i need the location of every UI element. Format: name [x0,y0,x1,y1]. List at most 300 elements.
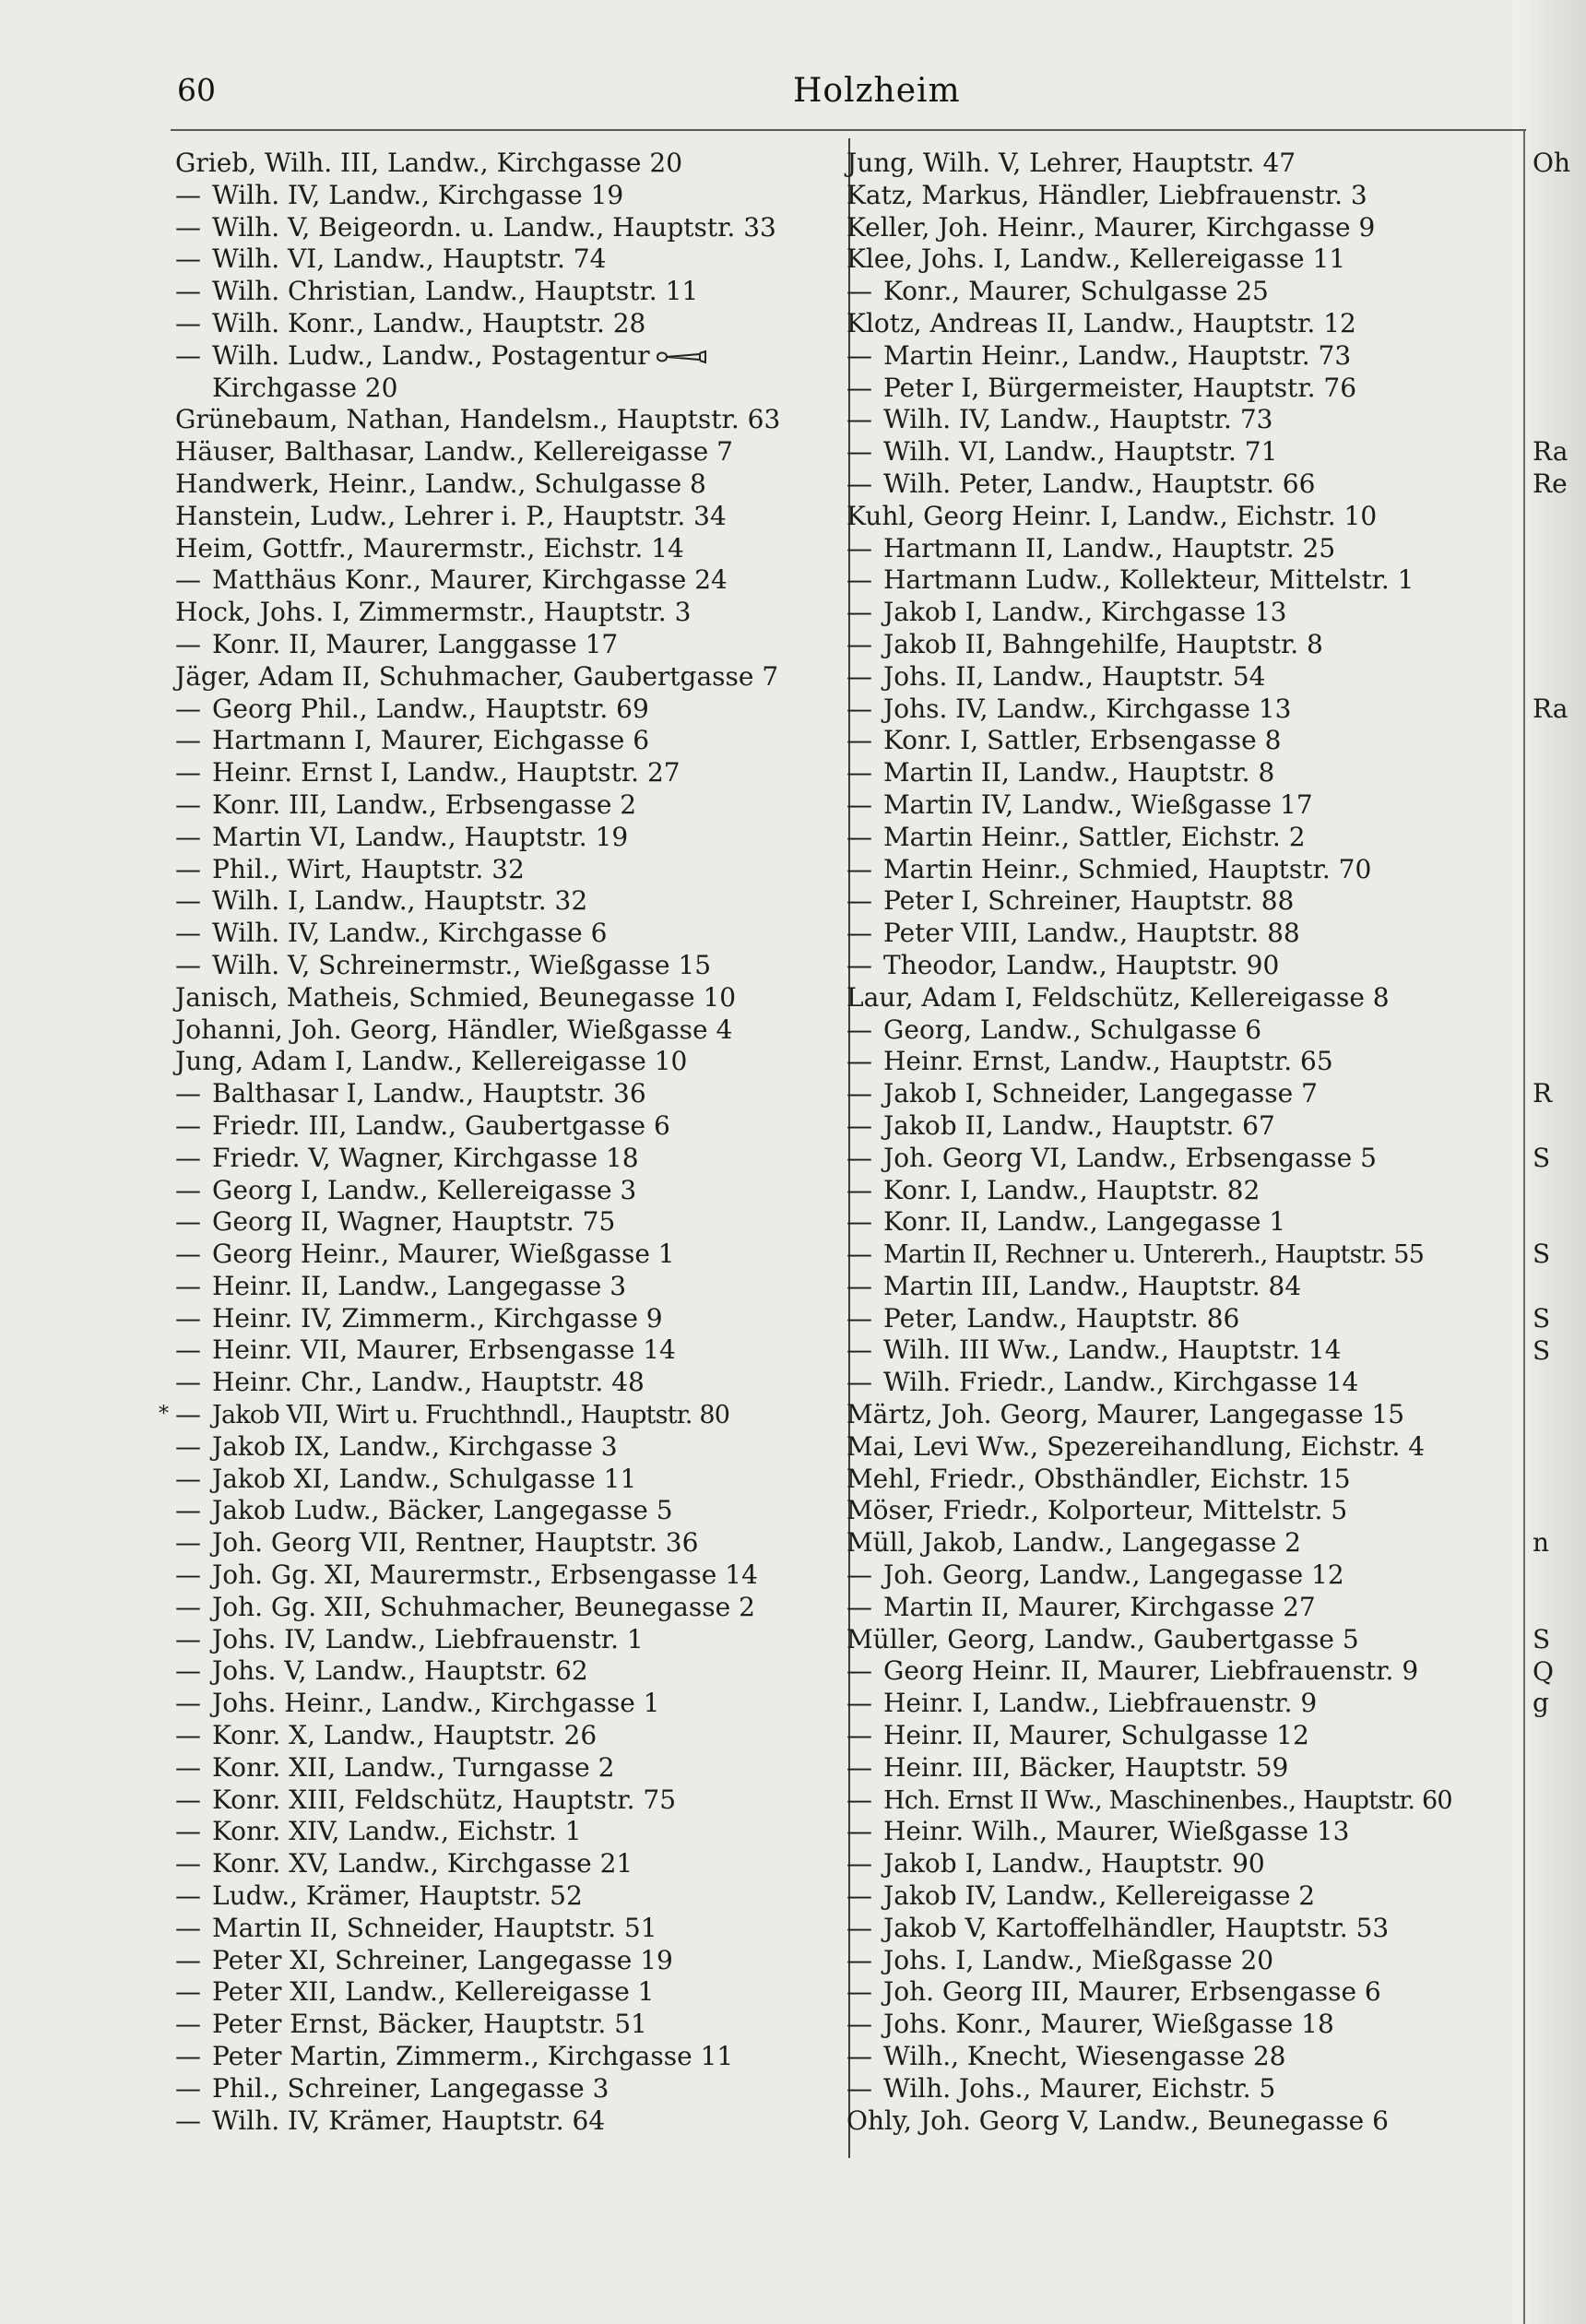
adjacent-page-fragment: S [1533,1239,1551,1270]
ditto-dash: — [175,1976,201,2008]
directory-entry [846,1175,1510,1207]
adjacent-page-fragment: g [1533,1688,1549,1719]
ditto-dash: — [846,918,872,949]
directory-entry [846,661,1510,694]
ditto-dash: — [846,1046,872,1077]
entry-text: Konr. XIII, Feldschütz, Hauptstr. 75 [212,1784,677,1815]
entry-text: Wilh. Friedr., Landw., Kirchgasse 14 [883,1367,1359,1398]
entry-text: Martin Heinr., Schmied, Hauptstr. 70 [883,853,1372,884]
directory-entry [846,822,1510,854]
entry-text: Konr. XIV, Landw., Eichstr. 1 [212,1816,582,1847]
ditto-dash: — [175,757,201,788]
entry-text: Johs. II, Landw., Hauptstr. 54 [883,660,1266,692]
adjacent-page-fragment: Oh [1533,148,1570,178]
ditto-dash: — [175,821,201,852]
ditto-dash: — [175,211,201,243]
directory-entry [846,276,1510,308]
ditto-dash: — [846,660,872,692]
entry-text: Martin II, Landw., Hauptstr. 8 [883,757,1275,788]
entry-text: Johs. Konr., Maurer, Wießgasse 18 [883,2009,1334,2040]
entry-text: Katz, Markus, Händler, Liebfrauenstr. 3 [846,179,1367,210]
entry-text: Jakob IV, Landw., Kellereigasse 2 [883,1880,1316,1912]
directory-entry [175,1688,839,1720]
entry-text: Ohly, Joh. Georg V, Landw., Beunegasse 6 [846,2105,1389,2136]
ditto-dash: — [175,1527,201,1559]
directory-entry [175,2105,839,2138]
directory-entry [175,822,839,854]
ditto-dash: — [175,1334,201,1366]
entry-text: Heinr. VII, Maurer, Erbsengasse 14 [212,1334,676,1366]
entry-text: Heinr. II, Maurer, Schulgasse 12 [883,1720,1309,1751]
entry-text: Konr. XII, Landw., Turngasse 2 [212,1751,615,1783]
entry-text: Ludw., Krämer, Hauptstr. 52 [212,1880,583,1912]
directory-entry [846,1367,1510,1399]
running-title: Holzheim [793,72,961,110]
directory-entry [175,789,839,822]
ditto-dash: — [846,1174,872,1205]
entry-text: Peter I, Schreiner, Hauptstr. 88 [883,885,1295,917]
directory-entry [175,950,839,982]
adjacent-page-fragment: S [1533,1142,1551,1173]
entry-text: Johs. IV, Landw., Kirchgasse 13 [883,693,1292,724]
directory-entry [846,2073,1510,2105]
ditto-dash: — [175,1655,201,1687]
entry-text: Grieb, Wilh. III, Landw., Kirchgasse 20 [175,148,683,178]
directory-entry [175,2009,839,2041]
entry-text: Kirchgasse 20 [212,372,398,403]
adjacent-page-rule [1523,129,1525,2324]
entry-text: Kuhl, Georg Heinr. I, Landw., Eichstr. 10 [846,500,1378,531]
ditto-dash: — [846,1142,872,1173]
entry-text: Joh. Georg III, Maurer, Erbsengasse 6 [883,1976,1381,2008]
directory-entry [175,1464,839,1496]
entry-text: Jakob IX, Landw., Kirchgasse 3 [212,1430,618,1462]
entry-text: Jakob XI, Landw., Schulgasse 11 [212,1463,637,1494]
entry-text: Klotz, Andreas II, Landw., Hauptstr. 12 [846,307,1356,338]
entry-text: Phil., Wirt, Hauptstr. 32 [212,853,525,884]
ditto-dash: — [175,1912,201,1943]
entry-text: Georg Phil., Landw., Hauptstr. 69 [212,693,649,724]
ditto-dash: — [846,1109,872,1141]
ditto-dash: — [846,2009,872,2040]
ditto-dash: — [175,1367,201,1398]
directory-entry [175,1431,839,1464]
directory-entry [175,276,839,308]
entry-text: Balthasar I, Landw., Hauptstr. 36 [212,1078,646,1109]
entry-text: Martin Heinr., Sattler, Eichstr. 2 [883,821,1306,852]
adjacent-page-fragment: n [1533,1527,1550,1559]
ditto-dash: — [846,1751,872,1783]
directory-entry [846,1334,1510,1367]
ditto-dash: — [175,949,201,980]
directory-entry [175,1816,839,1848]
entry-text: Jung, Wilh. V, Lehrer, Hauptstr. 47 [846,148,1296,178]
entry-text: Johs. V, Landw., Hauptstr. 62 [212,1655,588,1687]
adjacent-page-fragment: S [1533,1334,1551,1366]
entry-text: Handwerk, Heinr., Landw., Schulgasse 8 [175,468,706,499]
entry-text: Peter XII, Landw., Kellereigasse 1 [212,1976,655,2008]
entry-text: Martin II, Rechner u. Untererh., Hauptstr. 55 [883,1240,1425,1270]
entry-text: Konr. I, Sattler, Erbsengasse 8 [883,725,1282,756]
entry-text: Keller, Joh. Heinr., Maurer, Kirchgasse 9 [846,211,1376,243]
directory-entry [846,468,1510,501]
ditto-dash: — [175,1784,201,1815]
entry-text: Wilh. Christian, Landw., Hauptstr. 11 [212,276,699,307]
ditto-dash: — [175,1174,201,1205]
entry-text: Hartmann II, Landw., Hauptstr. 25 [883,532,1336,563]
directory-entry [175,1655,839,1688]
directory-entry [175,885,839,918]
directory-entry [175,1880,839,1913]
directory-entry [175,982,839,1014]
entry-text: Wilh. Ludw., Landw., Postagentur [212,339,650,371]
entry-text: Müller, Georg, Landw., Gaubertgasse 5 [846,1623,1359,1654]
ditto-dash: — [175,1816,201,1847]
directory-entry [175,1334,839,1367]
directory-entry [846,1913,1510,1945]
entry-text: Wilh. VI, Landw., Hauptstr. 74 [212,243,607,275]
entry-text: Häuser, Balthasar, Landw., Kellereigasse 7 [175,436,733,468]
entry-text: Jakob I, Landw., Hauptstr. 90 [883,1848,1265,1879]
entry-text: Martin Heinr., Landw., Hauptstr. 73 [883,339,1352,371]
directory-entry [175,1559,839,1592]
directory-entry [846,1752,1510,1784]
entry-text: Joh. Gg. XI, Maurermstr., Erbsengasse 14 [212,1559,758,1591]
ditto-dash: — [846,1559,872,1591]
ditto-dash: — [846,1302,872,1334]
ditto-dash: — [175,1270,201,1301]
directory-entry [175,694,839,726]
directory-entry [175,180,839,212]
entry-text: Johanni, Joh. Georg, Händler, Wießgasse 4 [175,1014,733,1045]
directory-entry [846,1399,1510,1431]
entry-text: Jakob Ludw., Bäcker, Langegasse 5 [212,1495,673,1526]
directory-entry [175,148,839,180]
directory-entry [175,1110,839,1143]
directory-entry [846,1143,1510,1175]
ditto-dash: — [175,1751,201,1783]
ditto-dash: — [846,2072,872,2104]
entry-text: Heinr. Wilh., Maurer, Wießgasse 13 [883,1816,1350,1847]
directory-entry [846,757,1510,789]
entry-text: Peter VIII, Landw., Hauptstr. 88 [883,918,1300,949]
directory-entry [846,533,1510,565]
directory-entry [846,885,1510,918]
directory-entry [846,950,1510,982]
entry-text: Konr. II, Maurer, Langgasse 17 [212,628,619,659]
ditto-dash: — [175,853,201,884]
ditto-dash: — [175,1206,201,1238]
ditto-dash: — [846,436,872,468]
directory-entry [846,340,1510,373]
directory-entry [846,1495,1510,1527]
ditto-dash: — [175,1078,201,1109]
adjacent-page-fragment: R [1533,1078,1553,1109]
directory-entry [846,982,1510,1014]
post-horn-icon [654,349,709,365]
ditto-dash: — [846,1655,872,1687]
entry-text: Johs. IV, Landw., Liebfrauenstr. 1 [212,1623,644,1654]
entry-text: Müll, Jakob, Landw., Langegasse 2 [846,1527,1301,1559]
ditto-dash: — [846,532,872,563]
directory-entry [175,1271,839,1303]
entry-text: Möser, Friedr., Kolporteur, Mittelstr. 5 [846,1495,1348,1526]
entry-text: Wilh. Konr., Landw., Hauptstr. 28 [212,307,646,338]
entry-text: Jakob V, Kartoffelhändler, Hauptstr. 53 [883,1912,1390,1943]
directory-entry [175,1720,839,1752]
entry-text: Konr. II, Landw., Langegasse 1 [883,1206,1286,1238]
directory-entry [846,918,1510,950]
entry-text: Johs. I, Landw., Mießgasse 20 [883,1944,1274,1975]
entry-text: Martin II, Schneider, Hauptstr. 51 [212,1912,657,1943]
asterisk-mark: * [159,1403,169,1427]
ditto-dash: — [846,1078,872,1109]
directory-entry [846,1464,1510,1496]
directory-entry [159,1399,839,1431]
ditto-dash: — [175,1623,201,1654]
entry-text: Joh. Gg. XII, Schuhmacher, Beunegasse 2 [212,1591,755,1622]
directory-entry [175,1913,839,1945]
right-column [846,148,1510,2137]
ditto-dash: — [846,564,872,596]
entry-text: Jakob I, Landw., Kirchgasse 13 [883,597,1287,628]
entry-text: Konr. XV, Landw., Kirchgasse 21 [212,1848,633,1879]
ditto-dash: — [175,918,201,949]
entry-text: Heinr. Ernst, Landw., Hauptstr. 65 [883,1046,1333,1077]
ditto-dash: — [846,1688,872,1719]
ditto-dash: — [846,821,872,852]
ditto-dash: — [175,1239,201,1270]
directory-entry [175,2073,839,2105]
ditto-dash: — [175,1848,201,1879]
ditto-dash: — [846,1784,872,1815]
ditto-dash: — [175,1688,201,1719]
ditto-dash: — [175,788,201,820]
entry-text: Klee, Johs. I, Landw., Kellereigasse 11 [846,243,1346,275]
ditto-dash: — [846,1591,872,1622]
entry-text: Georg Heinr., Maurer, Wießgasse 1 [212,1239,675,1270]
ditto-dash: — [175,1142,201,1173]
directory-entry [846,148,1510,180]
ditto-dash: — [846,1720,872,1751]
adjacent-page-fragment: Ra [1533,693,1568,724]
ditto-dash: — [846,372,872,403]
entry-text: Joh. Georg VI, Landw., Erbsengasse 5 [883,1142,1377,1173]
ditto-dash: — [175,1559,201,1591]
directory-entry [846,1720,1510,1752]
directory-entry [846,2041,1510,2073]
ditto-dash: — [175,1591,201,1622]
directory-entry [175,1206,839,1239]
ditto-dash: — [175,1109,201,1141]
directory-entry [846,1527,1510,1559]
entry-text: Mai, Levi Ww., Spezereihandlung, Eichstr. 4 [846,1430,1426,1462]
entry-text: Konr. I, Landw., Hauptstr. 82 [883,1174,1261,1205]
entry-text: Wilh. VI, Landw., Hauptstr. 71 [883,436,1278,468]
ditto-dash: — [846,1367,872,1398]
entry-text: Märtz, Joh. Georg, Maurer, Langegasse 15 [846,1399,1405,1430]
entry-text: Wilh. Peter, Landw., Hauptstr. 66 [883,468,1316,499]
directory-entry [846,501,1510,533]
directory-entry [175,629,839,661]
ditto-dash: — [846,757,872,788]
ditto-dash: — [846,404,872,435]
ditto-dash: — [175,2072,201,2104]
ditto-dash: — [175,179,201,210]
directory-entry [846,597,1510,629]
directory-entry [175,725,839,757]
entry-text: Peter I, Bürgermeister, Hauptstr. 76 [883,372,1357,403]
directory-entry [175,757,839,789]
directory-entry [846,789,1510,822]
entry-text: Martin IV, Landw., Wießgasse 17 [883,788,1313,820]
ditto-dash: — [175,276,201,307]
entry-text: Peter XI, Schreiner, Langegasse 19 [212,1944,673,1975]
directory-entry [846,694,1510,726]
entry-text: Hartmann Ludw., Kollekteur, Mittelstr. 1 [883,564,1414,596]
entry-text: Wilh. V, Schreinermstr., Wießgasse 15 [212,949,712,980]
directory-entry [846,404,1510,436]
directory-entry [175,854,839,886]
entry-text: Wilh. IV, Landw., Kirchgasse 6 [212,918,608,949]
entry-text: Wilh. IV, Landw., Hauptstr. 73 [883,404,1273,435]
directory-entry [846,212,1510,244]
entry-text: Heinr. II, Landw., Langegasse 3 [212,1270,627,1301]
entry-text: Peter Ernst, Bäcker, Hauptstr. 51 [212,2009,647,2040]
ditto-dash: — [846,339,872,371]
directory-entry [175,373,839,405]
directory-entry [175,1014,839,1047]
ditto-dash: — [846,1206,872,1238]
entry-text: Wilh. Johs., Maurer, Eichstr. 5 [883,2072,1276,2104]
ditto-dash: — [846,788,872,820]
directory-entry [175,661,839,694]
entry-text: Laur, Adam I, Feldschütz, Kellereigasse 8 [846,981,1390,1013]
header-rule [171,129,1526,131]
adjacent-page-fragment: S [1533,1623,1551,1654]
directory-entry [846,1110,1510,1143]
entry-text: Hch. Ernst II Ww., Maschinenbes., Hauptstr. 60 [883,1785,1452,1815]
ditto-dash: — [846,1816,872,1847]
ditto-dash: — [175,339,201,371]
directory-entry [175,212,839,244]
ditto-dash: — [175,1944,201,1975]
directory-entry [846,1271,1510,1303]
directory-entry [846,1206,1510,1239]
ditto-dash: — [175,725,201,756]
ditto-dash: — [175,628,201,659]
directory-entry [175,1527,839,1559]
directory-entry [175,501,839,533]
entry-text: Georg II, Wagner, Hauptstr. 75 [212,1206,616,1238]
directory-entry [846,1592,1510,1624]
entry-text: Wilh. V, Beigeordn. u. Landw., Hauptstr. 33 [212,211,776,243]
directory-entry [846,1945,1510,1977]
directory-entry [175,1624,839,1656]
directory-entry [175,1592,839,1624]
directory-entry [175,1078,839,1110]
ditto-dash: — [846,725,872,756]
entry-text: Jäger, Adam II, Schuhmacher, Gaubertgasse 7 [175,660,779,692]
entry-text: Mehl, Friedr., Obsthändler, Eichstr. 15 [846,1463,1351,1494]
entry-text: Heinr. Chr., Landw., Hauptstr. 48 [212,1367,645,1398]
ditto-dash: — [175,1720,201,1751]
ditto-dash: — [846,1239,872,1270]
directory-entry [175,1784,839,1817]
directory-entry [175,1752,839,1784]
entry-text: Peter, Landw., Hauptstr. 86 [883,1302,1240,1334]
directory-entry [846,629,1510,661]
directory-entry [175,243,839,276]
ditto-dash: — [175,307,201,338]
ditto-dash: — [846,1976,872,2008]
ditto-dash: — [846,628,872,659]
adjacent-page-fragment: Q [1533,1655,1554,1687]
directory-entry [175,918,839,950]
directory-entry [175,1367,839,1399]
directory-entry [175,468,839,501]
entry-text: Friedr. V, Wagner, Kirchgasse 18 [212,1142,639,1173]
directory-entry [175,1175,839,1207]
directory-entry [846,854,1510,886]
ditto-dash: — [175,1880,201,1912]
ditto-dash: — [846,468,872,499]
ditto-dash: — [175,2041,201,2072]
directory-entry [175,1495,839,1527]
directory-entry [846,2105,1510,2138]
directory-entry [175,1046,839,1078]
entry-text: Hartmann I, Maurer, Eichgasse 6 [212,725,650,756]
entry-text: Jung, Adam I, Landw., Kellereigasse 10 [175,1046,688,1077]
ditto-dash: — [846,1014,872,1045]
entry-text: Heim, Gottfr., Maurermstr., Eichstr. 14 [175,532,684,563]
ditto-dash: — [846,885,872,917]
ditto-dash: — [175,564,201,596]
entry-text: Hock, Johs. I, Zimmermstr., Hauptstr. 3 [175,597,692,628]
directory-entry [175,436,839,468]
ditto-dash: — [846,1848,872,1879]
ditto-dash: — [175,1463,201,1494]
ditto-dash: — [846,693,872,724]
directory-entry [175,1976,839,2009]
directory-entry [846,436,1510,468]
directory-entry [175,340,839,373]
directory-entry [175,1303,839,1335]
ditto-dash: — [846,1270,872,1301]
entry-text: Konr. III, Landw., Erbsengasse 2 [212,788,637,820]
ditto-dash: — [846,949,872,980]
directory-entry [846,1880,1510,1913]
directory-entry [846,1078,1510,1110]
ditto-dash: — [175,693,201,724]
directory-entry [846,2009,1510,2041]
directory-entry [846,1688,1510,1720]
entry-text: Hanstein, Ludw., Lehrer i. P., Hauptstr. 34 [175,500,727,531]
directory-entry [175,1143,839,1175]
entry-text: Wilh. IV, Landw., Kirchgasse 19 [212,179,624,210]
directory-entry [846,1848,1510,1880]
left-column [159,148,839,2137]
adjacent-page-fragment: Ra [1533,436,1568,468]
directory-entry [175,2041,839,2073]
ditto-dash: — [175,1302,201,1334]
entry-text: Phil., Schreiner, Langegasse 3 [212,2072,610,2104]
directory-entry [846,1431,1510,1464]
ditto-dash: — [175,2009,201,2040]
directory-entry [175,1239,839,1271]
entry-text: Wilh. III Ww., Landw., Hauptstr. 14 [883,1334,1342,1366]
directory-entry [846,1559,1510,1592]
